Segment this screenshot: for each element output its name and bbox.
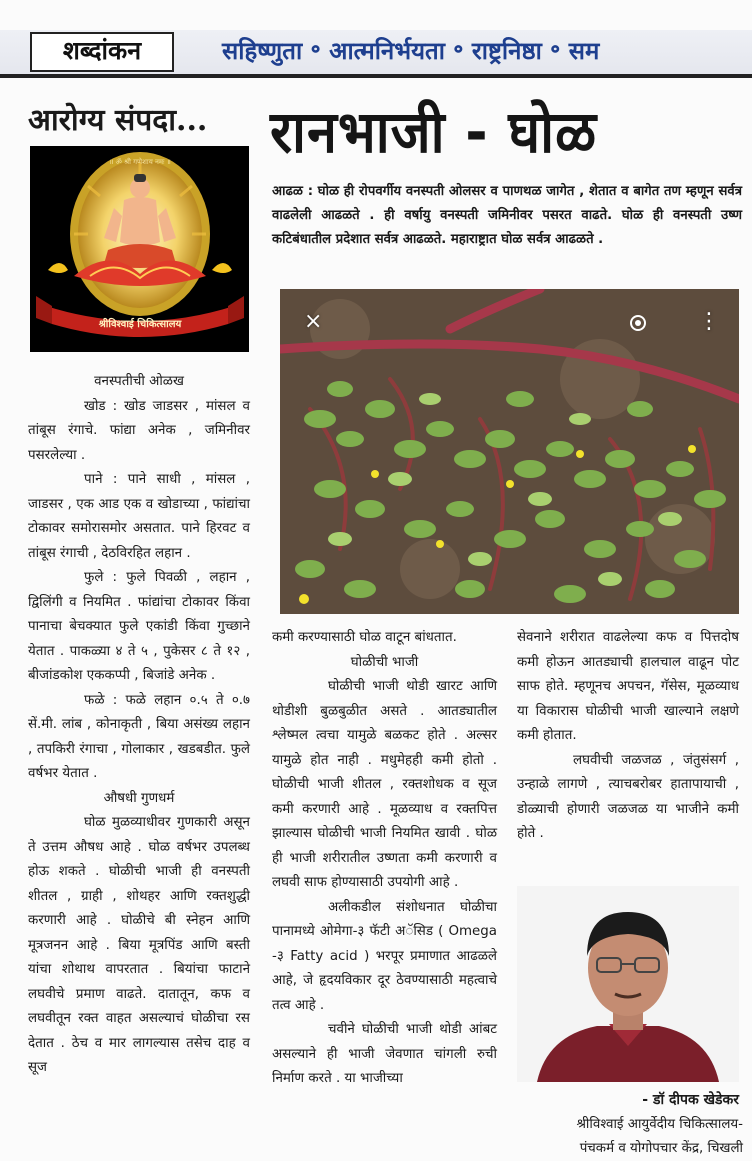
subheading: औषधी गुणधर्म (103, 790, 175, 806)
lens-icon[interactable] (628, 313, 648, 333)
author-affiliation (505, 1113, 743, 1161)
more-options-icon[interactable]: ⋮ (698, 309, 720, 334)
paragraph: सेवनाने शरीरात वाढलेल्या कफ व पित्तदोष कमी होऊन आतड्याची हालचाल वाढून पोट साफ होते. म्हणूनच अपचन, गॅसेस, मूळव्याध या विकारास घोळीची भाजी खाल्याने लक्षणे कमी होतात. (517, 630, 739, 743)
paragraph: कमी करण्यासाठी घोळ वाटून बांधतात. (272, 630, 457, 645)
paragraph: घोळीची भाजी थोडी खारट आणि थोडीशी बुळबुळीत असते . आतड्यातील श्लेष्मल त्वचा यामुळे बळकट होते . अल्सर यामुळे होत नाही . मधुमेहही कमी होतो . घोळीची भाजी शीतल , रक्तशोधक व सूज कमी करणारी आहे . मूळव्याध व रक्तपित्त झाल्यास घोळीची भाजी नियमित खावी . घोळ ही भाजी शरीरातील उष्णता कमी करणारी व लघवी साफ होण्यासाठी उपयोगी आहे . (272, 679, 497, 890)
paragraph: फळे : फळे लहान ०.५ ते ०.७ सें.मी. लांब , कोनाकृती , बिया असंख्य लहान , तपकिरी रंगाचा , गोलाकार , खडबडीत. फुले वर्षभर येतात . (28, 692, 250, 781)
purslane-photo (280, 289, 739, 614)
article-intro: आढळ : घोळ ही रोपवर्गीय वनस्पती ओलसर व पाणथळ जागेत , शेतात व बागेत तण म्हणून सर्वत्र वाढलेली आढळते . ही वर्षायु वनस्पती जमिनीवर पसरत वाढते. घोळ ही वनस्पती उष्ण कटिबंधातील प्रदेशात सर्वत्र आढळते. महाराष्ट्रात घोळ सर्वत्र आढळते . (272, 184, 742, 247)
author-portrait-image (517, 886, 739, 1082)
paragraph: खोड : खोड जाडसर , मांसल व तांबूस रंगाचे. फांद्या अनेक , जमिनीवर पसरलेल्या . (28, 398, 250, 463)
author-name: - डॉ दीपक खेडेकर (642, 1092, 739, 1108)
paragraph: पाने : पाने साधी , मांसल , जाडसर , एक आड एक व खोडाच्या , फांद्यांचा टोकावर समोरासमोर असतात. पाने हिरवट व तांबूस रंगाची , देठविरहित लहान . (28, 472, 250, 561)
paragraph: घोळ मुळव्याधीवर गुणकारी असून ते उत्तम औषध आहे . घोळ वर्षभर उपलब्ध होऊ शकते . घोळीची भाजी ही वनस्पती शीतल , ग्राही , शोथहर आणि रक्तशुद्धी करणारी आहे . घोळीचे बी स्नेहन आणि मूत्रजनन आहे . बिया मूत्रपिंड आणि बस्ती यांचा शोथाथ वापरतात . बियांचा फाटाने लघवीचे प्रमाण वाढते. दातातून, कफ व लघवीतून रक्त वाहत असल्याचं घोळीचा रस देतात . ठेच व मार लागल्यास तसेच दाह व सूज (28, 815, 250, 1075)
article-column-1 (28, 370, 250, 1081)
purslane-plant-image (280, 289, 739, 614)
author-org-line-1: श्रीविश्वाई आयुर्वेदीय चिकित्सालय- (576, 1117, 743, 1132)
close-icon[interactable]: × (304, 309, 323, 334)
masthead-tagline: सहिष्णुता ॰ आत्मनिर्भयता ॰ राष्ट्रनिष्ठा ॰ सम (222, 37, 600, 65)
paragraph: चवीने घोळीची भाजी थोडी आंबट असल्याने ही भाजी जेवणात चांगली रुची निर्माण करते . या भाजीच्या (272, 1022, 497, 1086)
section-title: आरोग्य संपदा... (28, 103, 208, 138)
paragraph: लघवीची जळजळ , जंतुसंसर्ग , उन्हाळे लागणे , त्याचबरोबर हातापायाची , डोळ्याची होणारी जळजळ या भाजीने कमी होते . (517, 752, 739, 841)
newspaper-logo: शब्दांकन (30, 32, 174, 72)
subheading: घोळीची भाजी (350, 654, 419, 670)
article-headline: रानभाजी - घोळ (270, 98, 598, 166)
subheading: वनस्पतीची ओळख (94, 374, 184, 389)
clinic-emblem (30, 146, 249, 352)
paragraph: अलीकडील संशोधनात घोळीचा पानामध्ये ओमेगा-३ फॅटी अॅसिड ( Omega -३ Fatty acid ) भरपूर प्रमाणात आढळले आहे, जे हृदयविकार दूर ठेवण्यासाठी महत्वाचे तत्व आहे . (272, 899, 497, 1013)
author-org-line-2: पंचकर्म व योगोपचार केंद्र, चिखली (579, 1141, 743, 1156)
paragraph: फुले : फुले पिवळी , लहान , द्विलिंगी व नियमित . फांद्यांचा टोकावर किंवा पानाचा बेचक्यात फुले एकांडी किंवा गुच्छाने येतात . पाकळ्या ४ ते ५ , पुकेसर ८ ते १२ , बीजांडकोश एककप्पी , बिजांडे अनेक . (28, 570, 250, 683)
article-column-2 (272, 626, 497, 1092)
emblem-banner-text: श्रीविश्वाई चिकित्सालय (98, 319, 182, 330)
emblem-arc-text: ॥ ॐ श्री गणेशाय नमः ॥ (109, 158, 171, 166)
article-column-3 (517, 626, 739, 847)
author-photo (517, 886, 739, 1082)
yogi-emblem-icon (30, 146, 249, 352)
